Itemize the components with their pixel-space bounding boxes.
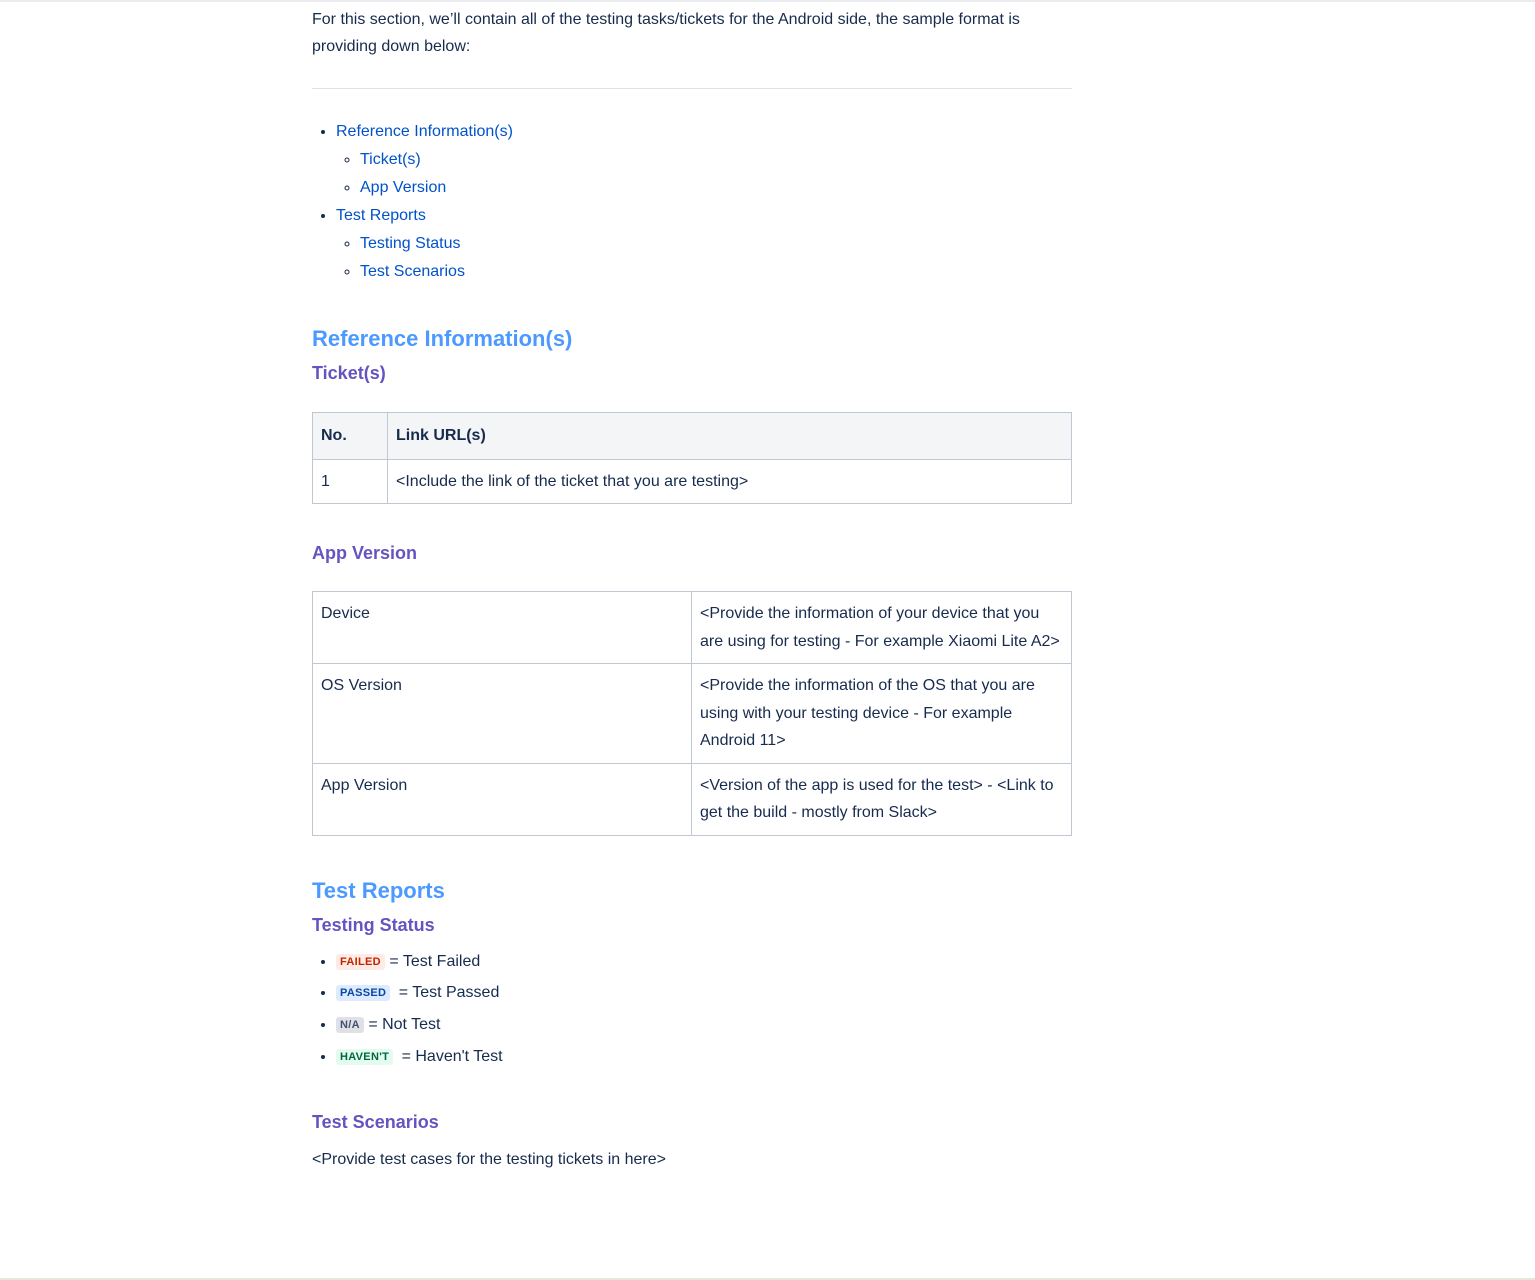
toc-item-app-version: [360, 176, 1072, 200]
list-item: [336, 1013, 1072, 1037]
os-version-value-cell: <Provide the information of the OS that you are using with your testing device - For example Android 11>: [692, 664, 1072, 764]
status-description: = Test Passed: [398, 983, 500, 1001]
os-version-label-cell: OS Version: [313, 664, 692, 764]
app-version-label-cell: App Version: [313, 763, 692, 835]
toc-link-testing-status[interactable]: Testing Status: [360, 235, 461, 252]
intro-paragraph: For this section, we’ll contain all of the testing tasks/tickets for the Android side, the sample format is providing down below:: [312, 11, 1020, 55]
page-content: [312, 6, 1072, 1172]
heading-tickets: Ticket(s): [312, 363, 386, 383]
tickets-table: [312, 412, 1072, 504]
heading-test-reports: Test Reports: [312, 877, 445, 903]
toc-item-testing-status: [360, 232, 1072, 256]
toc-link-tickets[interactable]: Ticket(s): [360, 151, 421, 168]
toc-item-test-scenarios: [360, 260, 1072, 284]
toc-link-test-reports[interactable]: Test Reports: [336, 207, 426, 224]
status-legend-list: [312, 950, 1072, 1069]
table-row: [313, 763, 1072, 835]
table-row: [313, 592, 1072, 664]
list-item: [336, 1045, 1072, 1069]
status-badge-passed: PASSED: [336, 985, 390, 1001]
toc-item-tickets: [360, 148, 1072, 172]
status-description: = Not Test: [368, 1015, 441, 1033]
table-row: [313, 459, 1072, 504]
device-value-cell: <Provide the information of your device that you are using for testing - For example Xiaomi Lite A2>: [692, 592, 1072, 664]
divider: [312, 88, 1072, 89]
device-label-cell: Device: [313, 592, 692, 664]
table-of-contents: [312, 120, 1072, 284]
list-item: [336, 981, 1072, 1005]
toc-item-test-reports: [336, 204, 1072, 284]
table-row: [313, 664, 1072, 764]
table-header-row: [313, 413, 1072, 460]
toc-link-test-scenarios[interactable]: Test Scenarios: [360, 263, 465, 280]
status-badge-na: N/A: [336, 1017, 364, 1033]
column-header-no: No.: [313, 413, 388, 460]
app-version-table: [312, 591, 1072, 836]
status-description: = Haven't Test: [401, 1047, 503, 1065]
heading-test-scenarios: Test Scenarios: [312, 1111, 439, 1132]
heading-app-version: App Version: [312, 543, 418, 563]
toc-item-reference-information: [336, 120, 1072, 200]
status-badge-failed: FAILED: [336, 954, 385, 970]
ticket-number-cell: 1: [313, 459, 388, 504]
test-scenarios-text: <Provide test cases for the testing tickets in here>: [312, 1150, 666, 1168]
top-border: [0, 0, 1535, 2]
list-item: [336, 950, 1072, 974]
ticket-link-cell: <Include the link of the ticket that you are testing>: [388, 459, 1072, 504]
heading-reference-information: Reference Information(s): [312, 326, 573, 351]
status-badge-havent: HAVEN'T: [336, 1049, 393, 1065]
status-description: = Test Failed: [389, 952, 481, 970]
column-header-link-urls: Link URL(s): [388, 413, 1072, 460]
toc-link-app-version[interactable]: App Version: [360, 179, 447, 196]
toc-link-reference-information[interactable]: Reference Information(s): [336, 123, 513, 140]
app-version-value-cell: <Version of the app is used for the test> - <Link to get the build - mostly from Slack>: [692, 763, 1072, 835]
heading-testing-status: Testing Status: [312, 914, 435, 935]
